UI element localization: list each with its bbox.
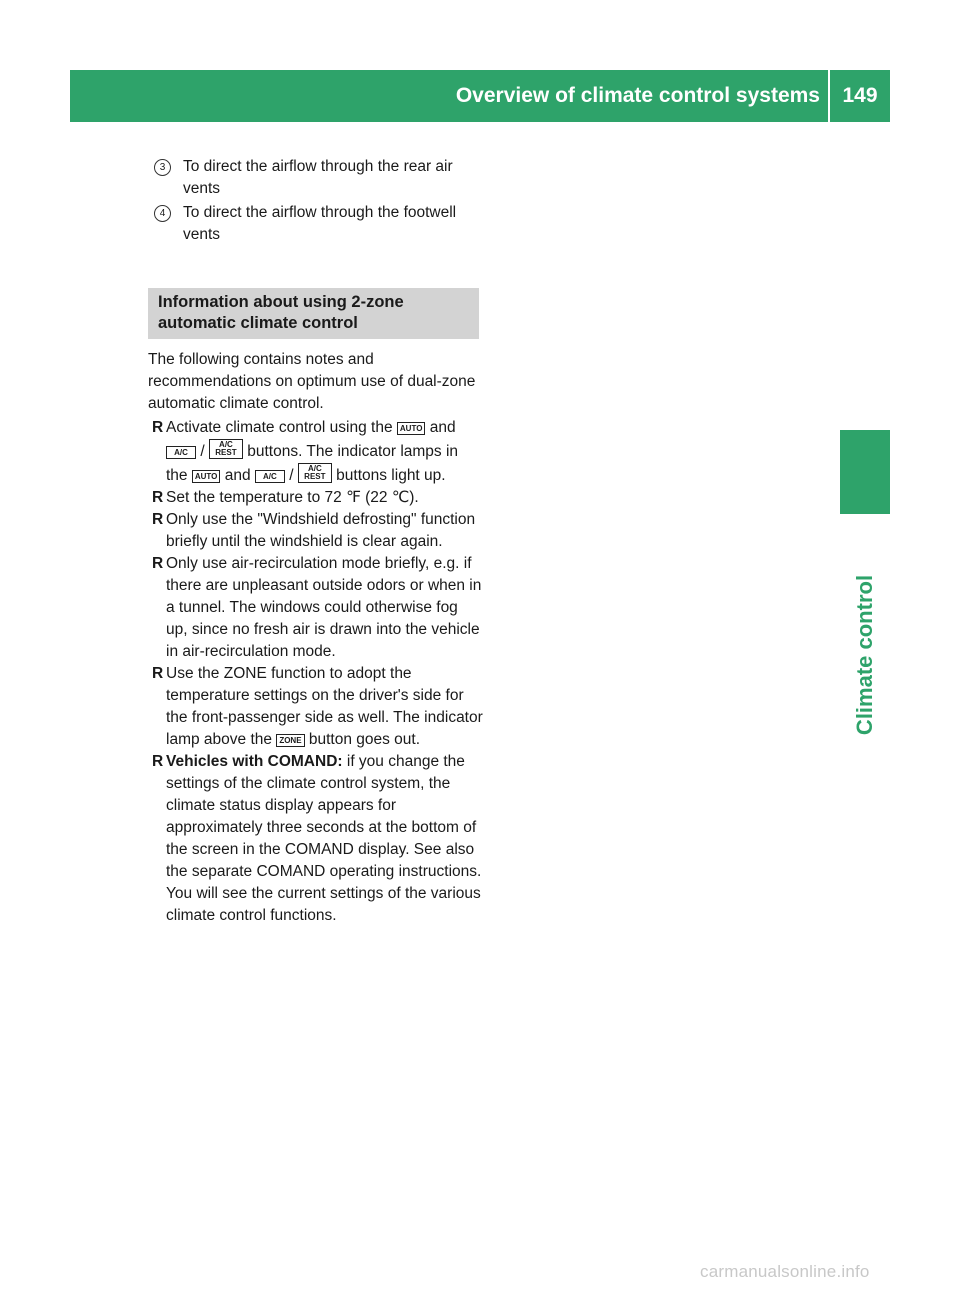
heading-line: automatic climate control <box>158 314 358 332</box>
watermark: carmanualsonline.info <box>700 1262 870 1281</box>
bullet-text: Activate climate control using the <box>166 419 393 436</box>
bullet-icon: R <box>152 511 164 528</box>
bullet-icon: R <box>152 419 164 436</box>
circled-number-icon: 4 <box>154 205 171 222</box>
slash-text: / <box>289 467 294 484</box>
auto-button-icon: AUTO <box>192 470 221 483</box>
bullet-icon: R <box>152 555 164 572</box>
bullet-text: and <box>224 467 251 484</box>
chapter-tab <box>840 430 890 514</box>
list-item <box>148 751 483 927</box>
ac-rest-button-icon <box>298 463 332 483</box>
header-title: Overview of climate control systems <box>455 84 820 107</box>
bullet-icon: R <box>152 489 164 506</box>
bullet-text: Set the temperature to 72 ℉ (22 ℃). <box>166 489 419 506</box>
zone-button-icon: ZONE <box>276 734 304 747</box>
bullet-text: Only use air-recirculation mode briefly, e.g. if there are unpleasant outside odors or when in a tunnel. The windows could otherwise fog up, since no fresh air is drawn into the vehicle in air-recirculation mode. <box>166 555 482 660</box>
bullet-text: if you change the settings of the climate control system, the climate status display appears for approximately three seconds at the bottom of the screen in the COMAND display. See also the separate COMAND operating instructions. You will see the current settings of the various climate control functions. <box>166 753 482 924</box>
bullet-text: buttons. The indicator lamps in the <box>166 443 459 484</box>
chapter-label: Climate control <box>852 574 877 736</box>
intro-text: To direct the airflow through the rear air vents <box>183 158 453 197</box>
ac-rest-button-icon <box>209 439 243 459</box>
bullet-text: buttons light up. <box>336 467 446 484</box>
intro-item <box>148 202 483 246</box>
bullet-bold-text: Vehicles with COMAND: <box>166 753 343 770</box>
bullet-list <box>148 417 483 927</box>
auto-button-icon: AUTO <box>397 422 426 435</box>
ac-button-icon: A/C <box>166 446 196 459</box>
key-text: A/C <box>219 440 233 449</box>
page-header <box>70 70 890 122</box>
bullet-icon: R <box>152 665 164 682</box>
main-content <box>148 156 483 927</box>
list-item <box>148 509 483 553</box>
page-number: 149 <box>842 84 878 107</box>
list-item <box>148 663 483 751</box>
intro-text: To direct the airflow through the footwell vents <box>183 204 457 243</box>
intro-paragraph: The following contains notes and recommendations on optimum use of dual-zone automatic climate control. <box>148 351 476 412</box>
bullet-text: Only use the "Windshield defrosting" function briefly until the windshield is clear again. <box>166 511 476 550</box>
bullet-text: Use the ZONE function to adopt the temperature settings on the driver's side for the front-passenger side as well. The indicator lamp above the <box>166 665 483 748</box>
list-item <box>148 487 483 509</box>
bullet-text: and <box>429 419 456 436</box>
list-item <box>148 417 483 487</box>
section-heading <box>148 288 479 339</box>
list-item <box>148 553 483 663</box>
key-text: REST <box>215 448 237 457</box>
ac-button-icon: A/C <box>255 470 285 483</box>
circled-number-icon: 3 <box>154 159 171 176</box>
key-text: A/C <box>307 464 322 473</box>
slash-text: / <box>200 443 205 460</box>
bullet-icon: R <box>152 753 164 770</box>
key-text: REST <box>304 472 326 481</box>
intro-item <box>148 156 483 200</box>
bullet-text: button goes out. <box>308 731 421 748</box>
heading-line: Information about using 2-zone <box>158 293 404 311</box>
